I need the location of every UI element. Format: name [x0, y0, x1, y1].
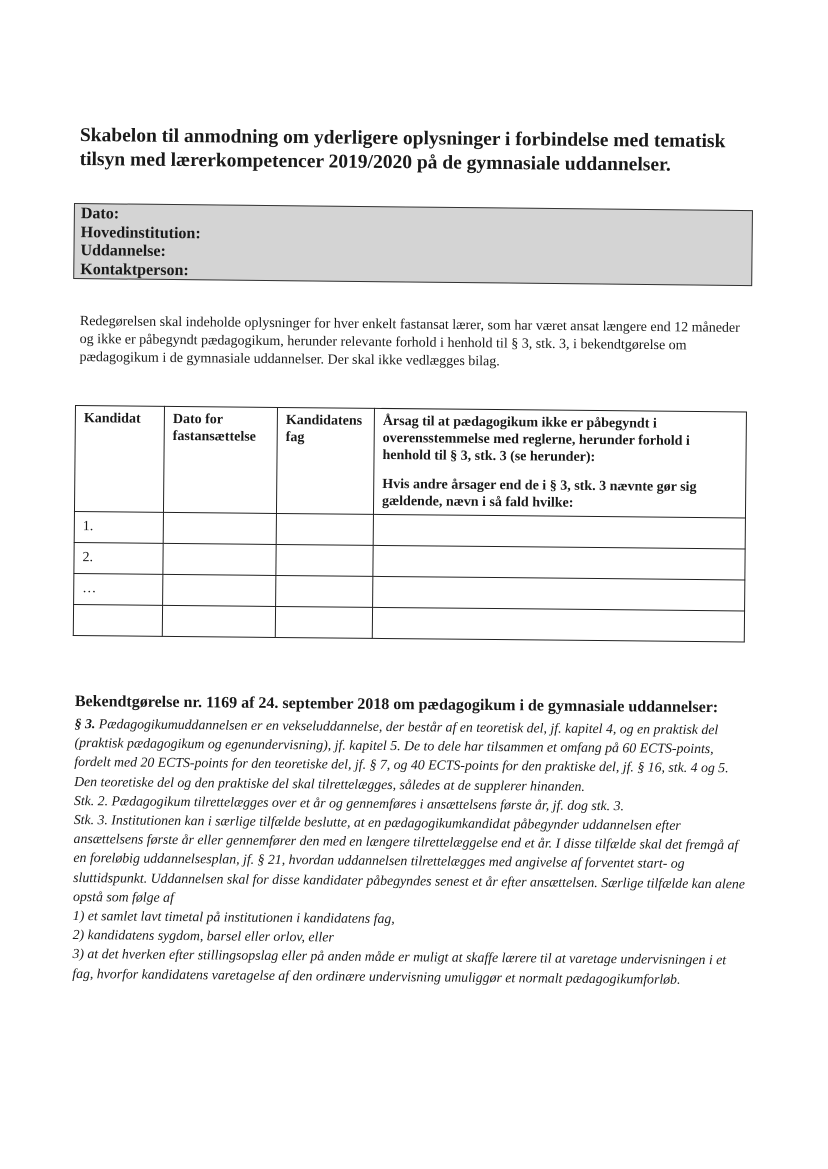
cell-dato: [163, 512, 276, 544]
cell-dato: [162, 605, 275, 637]
law-stk-1: Pædagogikumuddannelsen er en vekseluddannelse, der består af en teoretisk del, jf. kapitel 4, og en praktisk del (praktisk pædagogikum og egenundervisning), jf. kapitel 5. De to dele har tilsammen et omfang på 60 ECTS-points, fordelt med 20 ECTS-points for den teoretiske del, jf. § 7, og 40 ECTS-points for den praktiske del, jf. § 16, stk. 4 og 5. Den teoretiske del og den praktiske del skal tilrettelægges, således at de supplerer hinanden.: [74, 716, 729, 794]
field-hovedinstitution: Hovedinstitution:: [80, 223, 201, 242]
law-item-3: 3) at det hverken efter stillingsopslag eller på anden måde er muligt at skaffe lærere til at varetage undervisningen i et fag, hvorfor kandidatens varetagelse af den ordinære undervisning umuliggør et normalt pædagogikumforløb.: [72, 946, 727, 987]
page-title: Skabelon til anmodning om yderligere oplysninger i forbindelse med tematisk tilsyn med lærerkompetencer 2019/2020 på de gymnasiale uddannelser.: [79, 124, 726, 176]
candidate-table: [73, 405, 747, 642]
row-number: 2.: [74, 542, 163, 574]
field-uddannelse: Uddannelse:: [80, 242, 166, 260]
table-header-row: [74, 406, 746, 518]
law-item-1: 1) et samlet lavt timetal på institutionen i kandidatens fag,: [72, 908, 395, 927]
row-number: [73, 604, 162, 636]
law-stk-2: Stk. 2. Pædagogikum tilrettelægges over et år og gennemføres i ansættelsens første år, jf. dog stk. 3.: [73, 792, 625, 814]
field-dato: Dato:: [80, 205, 120, 223]
law-paragraph-3: [74, 714, 747, 797]
section-label: § 3.: [74, 715, 96, 732]
header-aarsag: [373, 408, 746, 518]
cell-dato: [163, 543, 276, 575]
law-excerpt: [72, 692, 747, 989]
header-kandidat: Kandidat: [74, 406, 164, 513]
field-kontaktperson: Kontaktperson:: [80, 260, 189, 279]
row-number: …: [74, 573, 163, 605]
cell-fag: [276, 513, 373, 545]
law-item-2: 2) kandidatens sygdom, barsel eller orlov, eller: [72, 927, 334, 945]
cell-fag: [276, 575, 373, 607]
header-aarsag-text: Årsag til at pædagogikum ikke er påbegyndt i overensstemmelse med reglerne, herunder forhold i henhold til § 3, stk. 3 (se herunder):: [382, 413, 690, 465]
law-heading: Bekendtgørelse nr. 1169 af 24. september 2018 om pædagogikum i de gymnasiale uddannelser:: [74, 692, 719, 717]
header-dato: Dato for fastansættelse: [163, 406, 277, 513]
header-andre-text: Hvis andre årsager end de i § 3, stk. 3 nævnte gør sig gældende, nævn i så fald hvilke:: [382, 476, 697, 511]
cell-aarsag: [373, 514, 745, 549]
cell-fag: [275, 606, 372, 638]
cell-aarsag: [373, 545, 745, 580]
info-box: [73, 203, 753, 286]
cell-aarsag: [372, 607, 744, 642]
cell-dato: [163, 574, 276, 606]
row-number: 1.: [74, 511, 163, 543]
cell-fag: [276, 544, 373, 576]
header-fag: Kandidatens fag: [276, 407, 374, 514]
law-stk-3: Stk. 3. Institutionen kan i særlige tilfælde beslutte, at en pædagogikumkandidat påbegynder uddannelsen efter ansættelsens første år eller gennemfører den med en længere tilrettelæggelse end et år. I disse tilfælde skal det fremgå af en foreløbig uddannelsesplan, jf. § 21, hvordan uddannelsen tilrettelægges med angivelse af forventet start- og sluttidspunkt. Uddannelsen skal for disse kandidater påbegyndes senest et år efter ansættelsen. Særlige tilfælde kan alene opstå som følge af: [72, 812, 746, 905]
intro-paragraph: Redegørelsen skal indeholde oplysninger for hver enkelt fastansat lærer, som har været ansat længere end 12 måneder og ikke er påbegyndt pædagogikum, herunder relevante forhold i henhold til § 3, stk. 3, i bekendtgørelse om pædagogikum i de gymnasiale uddannelser. Der skal ikke vedlægges bilag.: [79, 313, 740, 370]
table-row: [73, 604, 744, 641]
cell-aarsag: [373, 576, 745, 611]
